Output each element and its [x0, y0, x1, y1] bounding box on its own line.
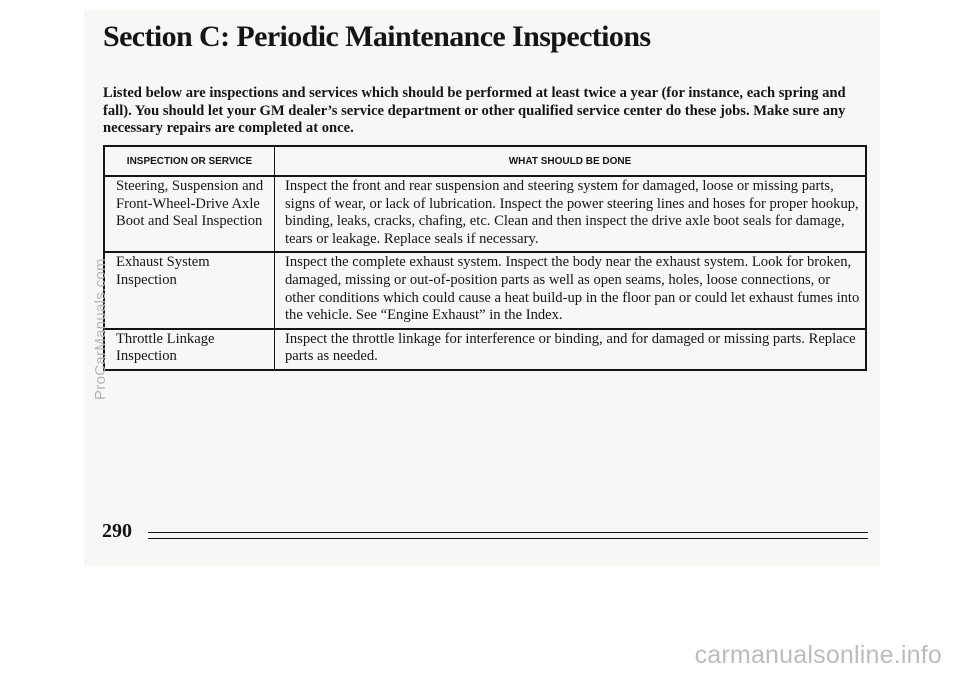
footer-rule-top	[148, 532, 868, 533]
inspection-table	[103, 145, 867, 371]
table-row	[104, 176, 866, 252]
action-cell: Inspect the complete exhaust system. Inspect the body near the exhaust system. Look for broken, damaged, missing or out-of-position parts as well as open seams, holes, loose connections, or other conditions which could cause a heat build-up in the floor pan or could let exhaust fumes into the vehicle. See “Engine Exhaust” in the Index.	[275, 252, 867, 328]
table-header-row	[104, 146, 866, 176]
action-cell: Inspect the front and rear suspension and steering system for damaged, loose or missing parts, signs of wear, or lack of lubrication. Inspect the power steering lines and hoses for proper hookup, binding, leaks, cracks, chafing, etc. Clean and then inspect the drive axle boot seals for damage, tears or leakage. Replace seals if necessary.	[275, 176, 867, 252]
page-number: 290	[102, 520, 132, 542]
column-header-action: WHAT SHOULD BE DONE	[275, 146, 867, 176]
table-row	[104, 252, 866, 328]
action-cell: Inspect the throttle linkage for interference or binding, and for damaged or missing parts. Replace parts as needed.	[275, 329, 867, 370]
inspection-item-cell: Exhaust System Inspection	[104, 252, 275, 328]
table-row	[104, 329, 866, 370]
inspection-item-cell: Steering, Suspension and Front-Wheel-Drive Axle Boot and Seal Inspection	[104, 176, 275, 252]
column-header-inspection: INSPECTION OR SERVICE	[104, 146, 275, 176]
bottom-watermark: carmanualsonline.info	[694, 641, 942, 669]
intro-paragraph: Listed below are inspections and services which should be performed at least twice a year (for instance, each spring and fall). You should let your GM dealer’s service department or other qualified service center do these jobs. Make sure any necessary repairs are completed at once.	[103, 85, 846, 136]
page-title: Section C: Periodic Maintenance Inspections	[103, 20, 651, 53]
footer-rule-bottom	[148, 538, 868, 539]
side-watermark: ProCarManuals.com	[92, 258, 109, 400]
inspection-item-cell: Throttle Linkage Inspection	[104, 329, 275, 370]
